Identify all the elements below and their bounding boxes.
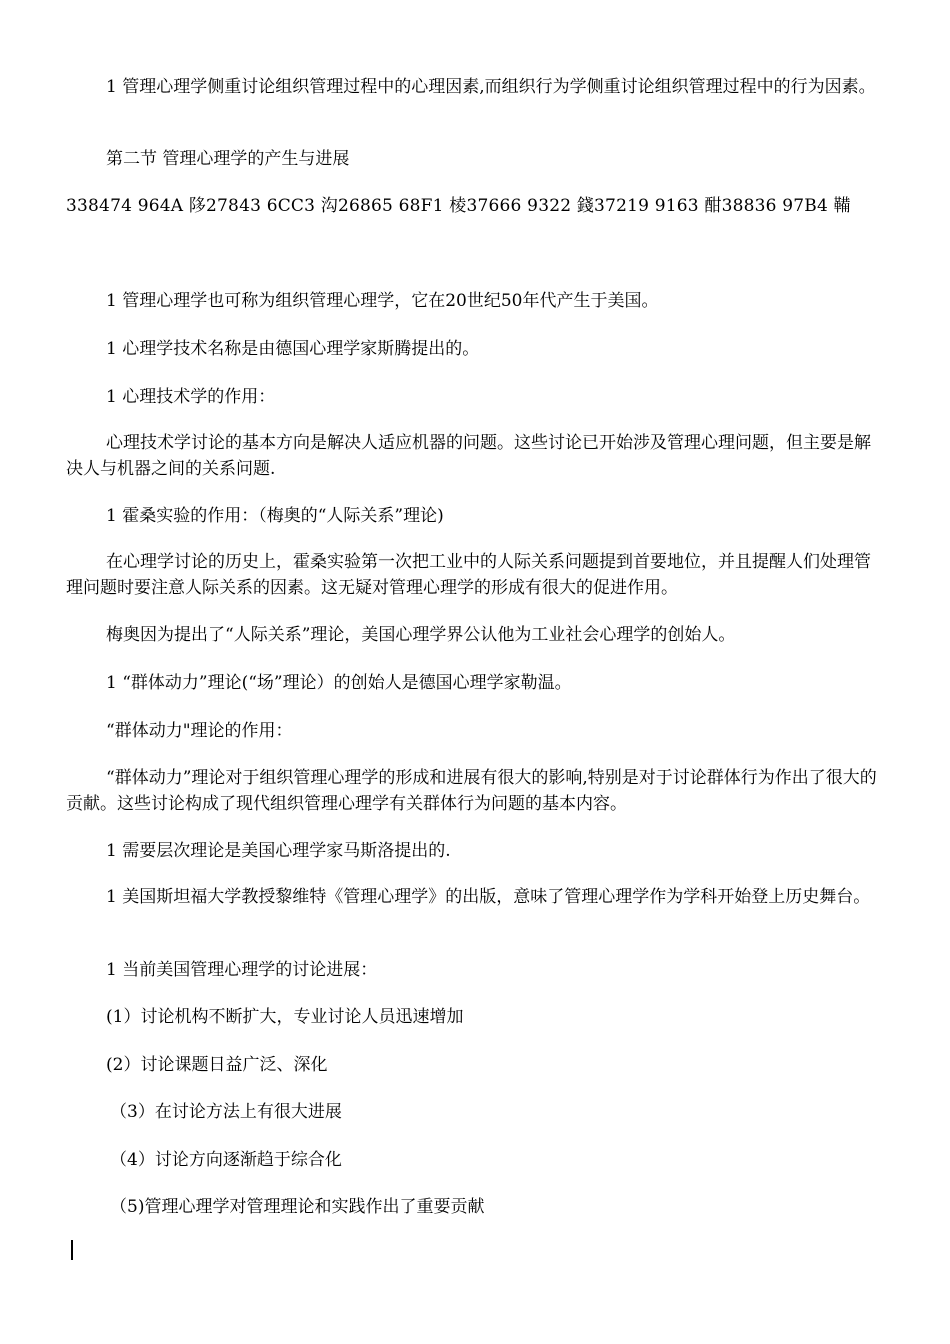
section-heading: 第二节 管理心理学的产生与进展 xyxy=(106,149,350,169)
paragraph-maslow: 1 需要层次理论是美国心理学家马斯洛提出的. xyxy=(106,841,451,861)
paragraph-group-dynamics-heading: “群体动力"理论的作用： xyxy=(106,721,293,741)
list-item-5: （5)管理心理学对管理理论和实践作出了重要贡献 xyxy=(110,1197,485,1217)
paragraph-leavitt: 1 美国斯坦福大学教授黎维特《管理心理学》的出版，意味了管理心理学作为学科开始登上历史舞台。 xyxy=(106,887,871,907)
list-item-3: （3）在讨论方法上有很大进展 xyxy=(110,1102,342,1122)
paragraph-mayo: 梅奥因为提出了“人际关系”理论，美国心理学界公认他为工业社会心理学的创始人。 xyxy=(106,625,736,645)
list-item-2: (2）讨论课题日益广泛、深化 xyxy=(106,1055,328,1075)
paragraph-us-progress-heading: 1 当前美国管理心理学的讨论进展： xyxy=(106,960,378,980)
paragraph-group-dynamics: “群体动力”理论对于组织管理心理学的形成和进展有很大的影响,特别是对于讨论群体行为作出了很大的贡献。这些讨论构成了现代组织管理心理学有关群体行为问题的基本内容。 xyxy=(66,768,877,814)
paragraph-1: 1 管理心理学侧重讨论组织管理过程中的心理因素,而组织行为学侧重讨论组织管理过程中的行为因素。 xyxy=(106,77,876,97)
paragraph-hawthorne-heading: 1 霍桑实验的作用：（梅奥的“人际关系”理论) xyxy=(106,506,444,526)
text-cursor xyxy=(71,1240,73,1260)
list-item-1: (1）讨论机构不断扩大，专业讨论人员迅速增加 xyxy=(106,1007,464,1027)
paragraph-stern: 1 心理学技术名称是由德国心理学家斯腾提出的。 xyxy=(106,339,480,359)
paragraph-hawthorne: 在心理学讨论的历史上，霍桑实验第一次把工业中的人际关系问题提到首要地位，并且提醒人们处理管理问题时要注意人际关系的因素。这无疑对管理心理学的形成有很大的促进作用。 xyxy=(66,552,871,598)
paragraph-tech-role: 心理技术学讨论的基本方向是解决人适应机器的问题。这些讨论已开始涉及管理心理问题，但主要是解决人与机器之间的关系问题. xyxy=(66,433,871,479)
garbled-code-line: 338474 964A 陊27843 6CC3 沟26865 68F1 棱37666 9322 錢37219 9163 酣38836 97B4 鞴 xyxy=(66,196,851,216)
paragraph-tech-role-heading: 1 心理技术学的作用： xyxy=(106,387,276,407)
paragraph-origin: 1 管理心理学也可称为组织管理心理学，它在20世纪50年代产生于美国。 xyxy=(106,291,659,311)
list-item-4: （4）讨论方向逐渐趋于综合化 xyxy=(110,1150,342,1170)
paragraph-lewin: 1 “群体动力”理论(“场”理论）的创始人是德国心理学家勒温。 xyxy=(106,673,572,693)
